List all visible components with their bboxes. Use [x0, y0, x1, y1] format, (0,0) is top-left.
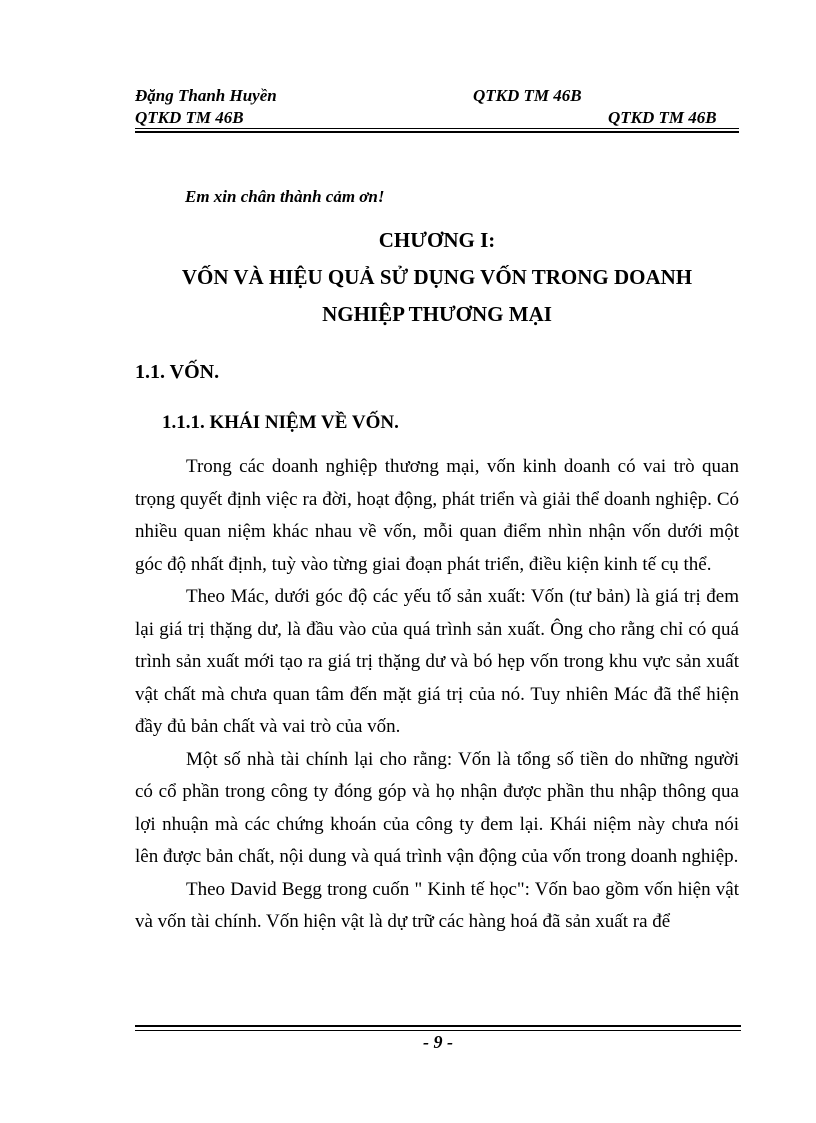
header-class-left: QTKD TM 46B: [135, 108, 244, 127]
paragraph: Trong các doanh nghiệp thương mại, vốn kinh doanh có vai trò quan trọng quyết định việc ra đời, hoạt động, phát triển và giải thể doanh nghiệp. Có nhiều quan niệm khác nhau về vốn, mỗi quan điểm nhìn nhận vốn dưới một góc độ nhất định, tuỳ vào từng giai đoạn phát triển, điều kiện kinh tế cụ thể.: [135, 456, 739, 575]
header-class-right: QTKD TM 46B: [608, 108, 717, 127]
header-class-center: QTKD TM 46B: [473, 86, 582, 105]
subsection-heading: 1.1.1. KHÁI NIỆM VỀ VỐN.: [162, 412, 399, 433]
header-rule-thick: [135, 131, 739, 133]
section-heading: 1.1. VỐN.: [135, 361, 220, 383]
paragraph: Một số nhà tài chính lại cho rằng: Vốn là tổng số tiền do những người có cổ phần trong công ty đóng góp và họ nhận được phần thu nhập thông qua lợi nhuận mà các chứng khoán của công ty đem lại. Khái niệm này chưa nói lên được bản chất, nội dung và quá trình vận động của vốn trong doanh nghiệp.: [135, 748, 739, 867]
body-text: [135, 451, 739, 939]
chapter-title-line2: NGHIỆP THƯƠNG MẠI: [322, 302, 552, 326]
header-rule: [135, 128, 739, 129]
chapter-number: CHƯƠNG I:: [378, 228, 496, 252]
paragraph: Theo Mác, dưới góc độ các yếu tố sản xuất: Vốn (tư bản) là giá trị đem lại giá trị thặng dư, là đầu vào của quá trình sản xuất. Ông cho rằng chỉ có quá trình sản xuất mới tạo ra giá trị thặng dư và bó hẹp vốn trong khu vực sản xuất vật chất mà chưa quan tâm đến mặt giá trị của nó. Tuy nhiên Mác đã thể hiện đầy đủ bản chất và vai trò của vốn.: [135, 586, 739, 737]
header-author: Đặng Thanh Huyền: [135, 86, 277, 105]
footer-rule-thick: [135, 1025, 741, 1027]
thanks-note: Em xin chân thành cảm ơn!: [185, 187, 385, 206]
paragraph: Theo David Begg trong cuốn " Kinh tế học": Vốn bao gồm vốn hiện vật và vốn tài chính. Vốn hiện vật là dự trữ các hàng hoá đã sản xuất ra để: [135, 878, 739, 932]
footer-rule: [135, 1030, 741, 1031]
page-number: - 9 -: [423, 1032, 453, 1052]
chapter-title-line1: VỐN VÀ HIỆU QUẢ SỬ DỤNG VỐN TRONG DOANH: [181, 265, 693, 289]
